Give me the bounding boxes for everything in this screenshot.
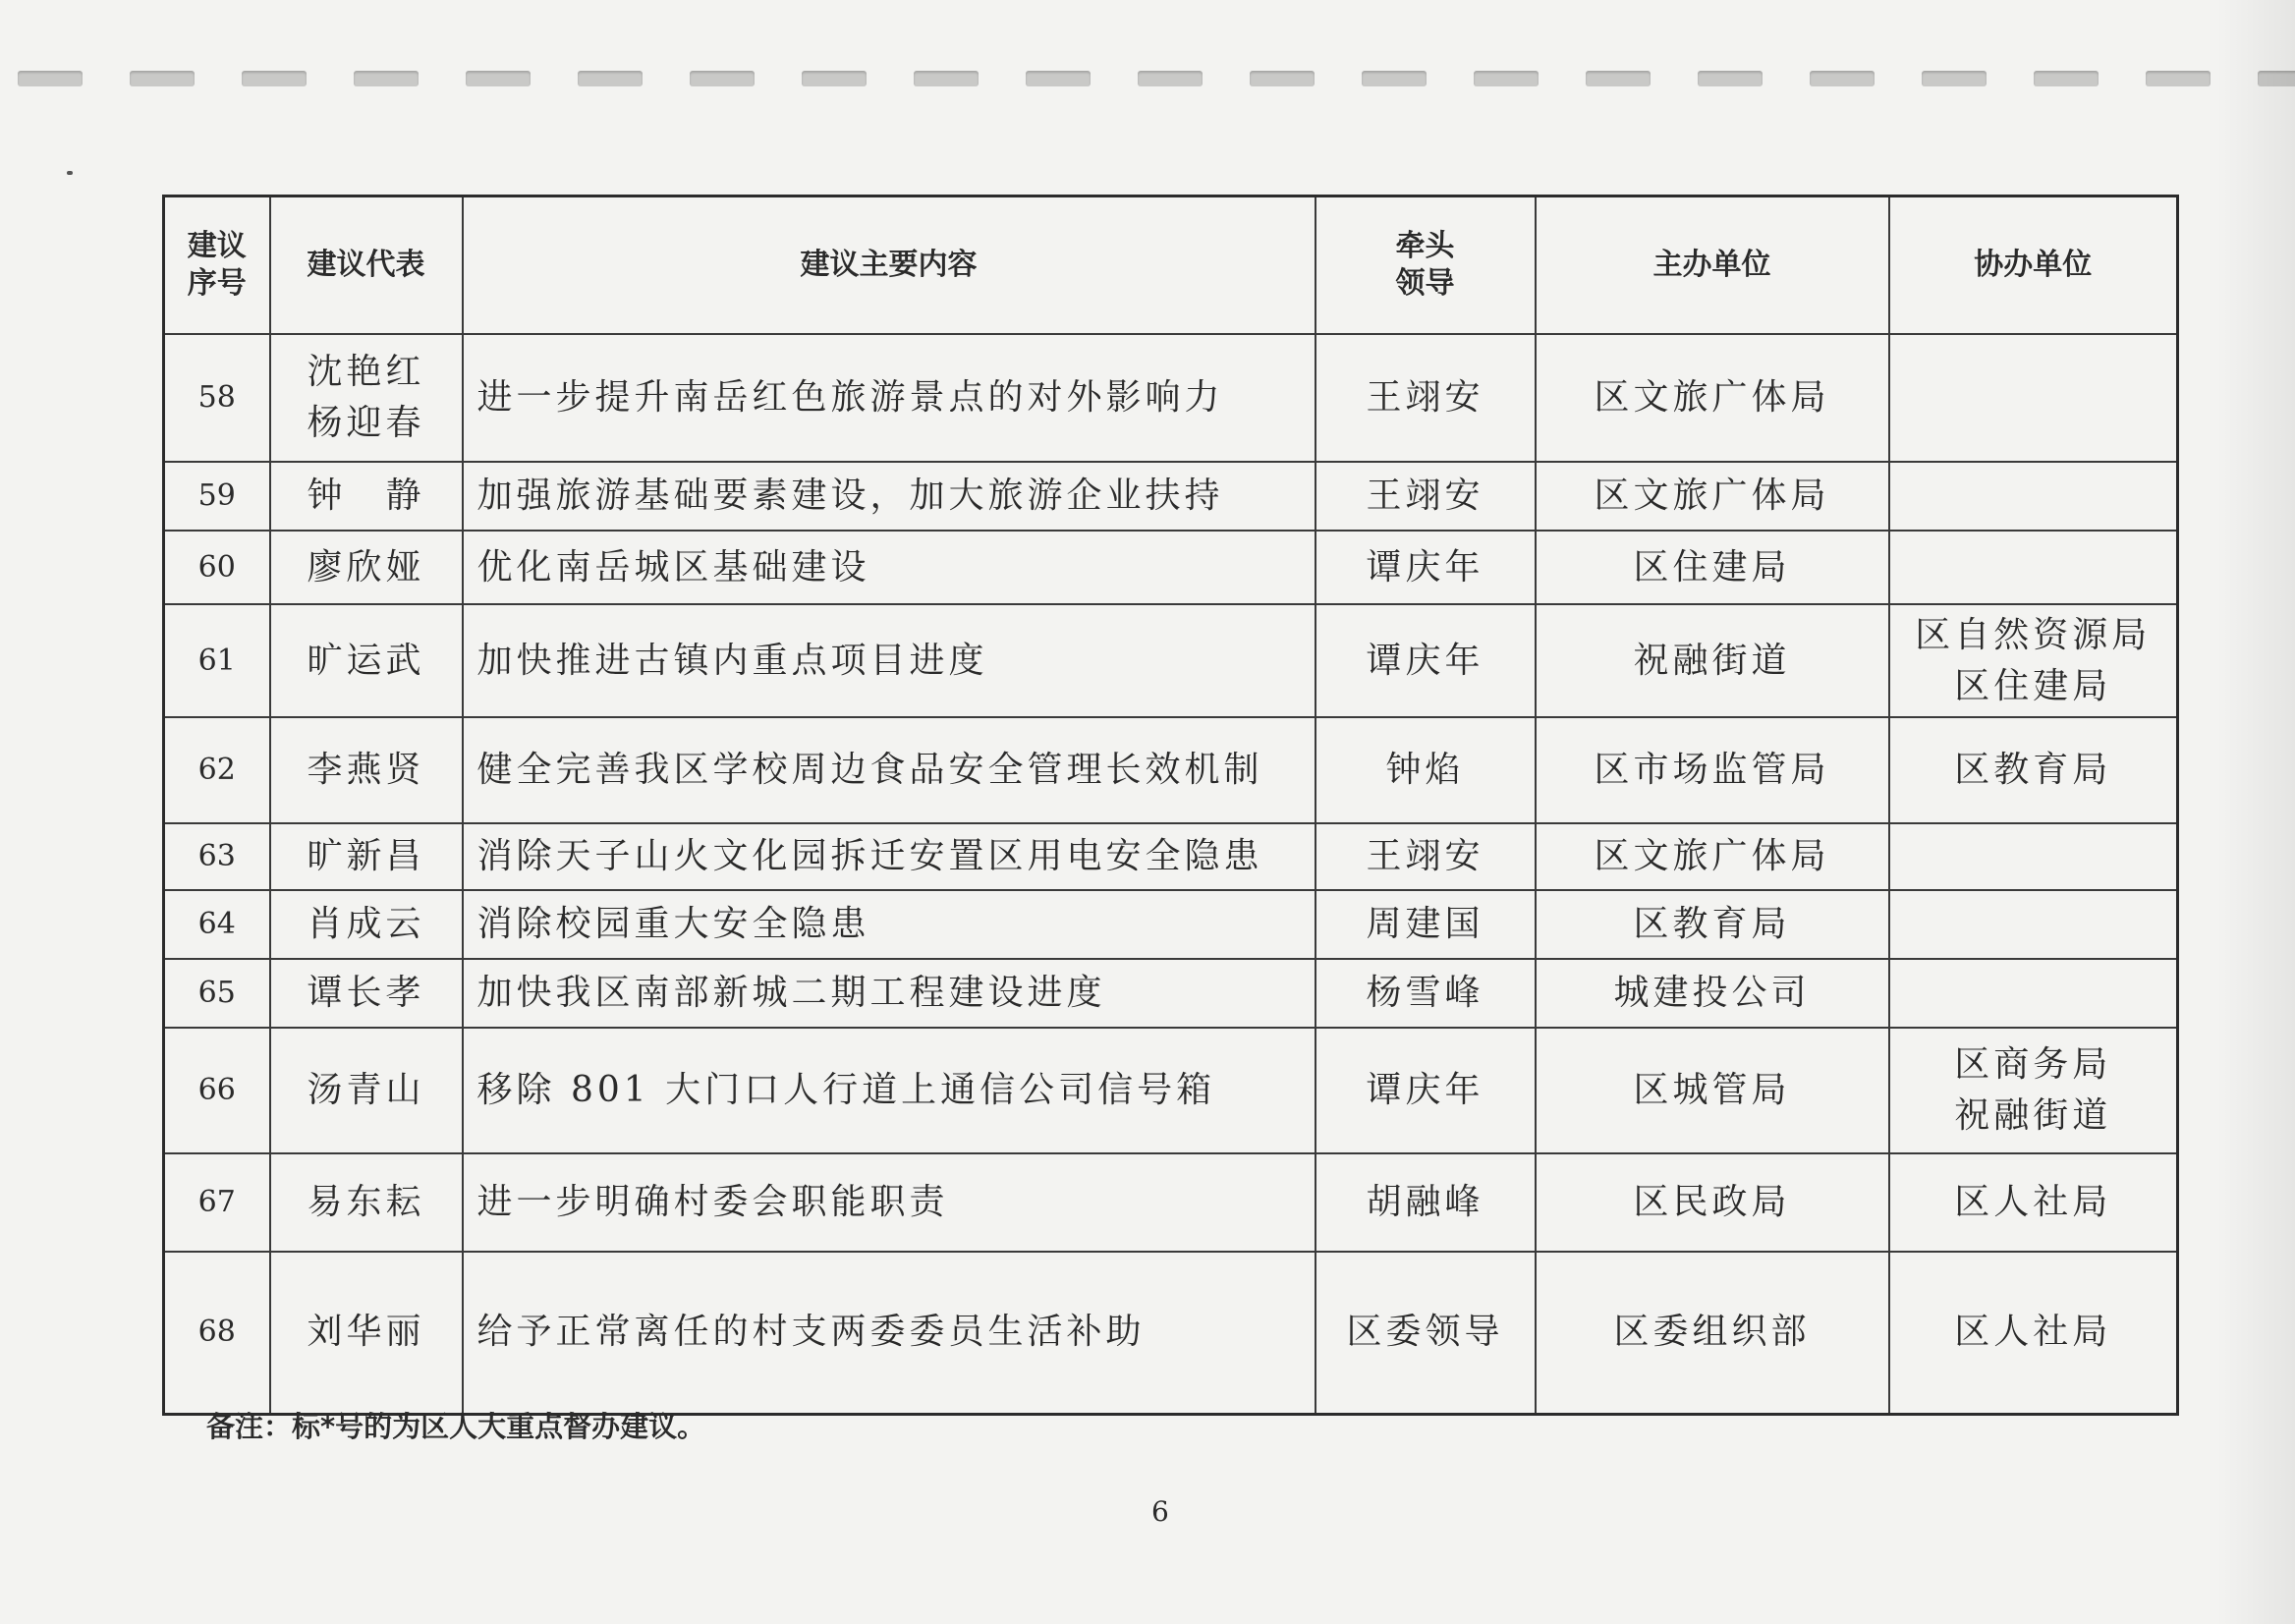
cell-host: 城建投公司 <box>1536 959 1889 1028</box>
cell-leader: 王翊安 <box>1315 462 1536 531</box>
cell-leader: 钟焰 <box>1315 717 1536 823</box>
table-row <box>164 531 2178 604</box>
table-row <box>164 604 2178 717</box>
cell-assist: 区教育局 <box>1889 717 2178 823</box>
cell-no: 58 <box>164 334 270 462</box>
cell-assist <box>1889 959 2178 1028</box>
cell-rep: 钟 静 <box>270 462 463 531</box>
table-row <box>164 462 2178 531</box>
cell-no: 62 <box>164 717 270 823</box>
cell-content: 优化南岳城区基础建设 <box>463 531 1315 604</box>
cell-host: 区住建局 <box>1536 531 1889 604</box>
binding-hole <box>1922 71 1987 86</box>
cell-host: 区委组织部 <box>1536 1252 1889 1414</box>
binding-hole <box>1810 71 1875 86</box>
page-number: 6 <box>1151 1495 1169 1528</box>
cell-content: 给予正常离任的村支两委委员生活补助 <box>463 1252 1315 1414</box>
binding-hole <box>1474 71 1539 86</box>
binding-holes <box>0 61 2295 90</box>
table-row <box>164 334 2178 462</box>
table-row <box>164 823 2178 890</box>
cell-leader: 王翊安 <box>1315 823 1536 890</box>
binding-hole <box>690 71 755 86</box>
binding-hole <box>130 71 195 86</box>
cell-content: 消除天子山火文化园拆迁安置区用电安全隐患 <box>463 823 1315 890</box>
cell-no: 59 <box>164 462 270 531</box>
scan-edge-shadow <box>2216 0 2295 1624</box>
cell-leader: 区委领导 <box>1315 1252 1536 1414</box>
binding-hole <box>1138 71 1203 86</box>
table-row <box>164 717 2178 823</box>
table-row <box>164 1252 2178 1414</box>
cell-assist: 区自然资源局 区住建局 <box>1889 604 2178 717</box>
cell-no: 68 <box>164 1252 270 1414</box>
suggestion-table <box>162 195 2179 1416</box>
cell-assist <box>1889 334 2178 462</box>
header-host: 主办单位 <box>1536 196 1889 335</box>
cell-content: 加快我区南部新城二期工程建设进度 <box>463 959 1315 1028</box>
table-row <box>164 959 2178 1028</box>
cell-rep: 易东耘 <box>270 1153 463 1252</box>
binding-hole <box>2146 71 2211 86</box>
cell-rep: 谭长孝 <box>270 959 463 1028</box>
cell-rep: 汤青山 <box>270 1028 463 1153</box>
binding-hole <box>2034 71 2099 86</box>
cell-leader: 王翊安 <box>1315 334 1536 462</box>
cell-host: 区文旅广体局 <box>1536 334 1889 462</box>
cell-rep: 沈艳红 杨迎春 <box>270 334 463 462</box>
table-header-row <box>164 196 2178 335</box>
cell-host: 区民政局 <box>1536 1153 1889 1252</box>
cell-rep: 肖成云 <box>270 890 463 959</box>
cell-no: 61 <box>164 604 270 717</box>
footnote: 备注：标*号的为区人大重点督办建议。 <box>206 1410 706 1443</box>
cell-leader: 胡融峰 <box>1315 1153 1536 1252</box>
binding-hole <box>354 71 419 86</box>
header-no: 建议 序号 <box>164 196 270 335</box>
cell-assist <box>1889 462 2178 531</box>
cell-content: 加快推进古镇内重点项目进度 <box>463 604 1315 717</box>
scan-speck <box>67 171 73 175</box>
cell-assist <box>1889 890 2178 959</box>
cell-content: 加强旅游基础要素建设，加大旅游企业扶持 <box>463 462 1315 531</box>
cell-assist: 区商务局 祝融街道 <box>1889 1028 2178 1153</box>
binding-hole <box>578 71 643 86</box>
binding-hole <box>1026 71 1091 86</box>
cell-host: 区文旅广体局 <box>1536 823 1889 890</box>
table-row <box>164 890 2178 959</box>
cell-assist <box>1889 531 2178 604</box>
binding-hole <box>18 71 83 86</box>
table-row <box>164 1153 2178 1252</box>
cell-no: 65 <box>164 959 270 1028</box>
cell-no: 67 <box>164 1153 270 1252</box>
cell-leader: 谭庆年 <box>1315 1028 1536 1153</box>
cell-host: 区文旅广体局 <box>1536 462 1889 531</box>
binding-hole <box>802 71 867 86</box>
cell-leader: 谭庆年 <box>1315 604 1536 717</box>
cell-host: 区市场监管局 <box>1536 717 1889 823</box>
cell-host: 区教育局 <box>1536 890 1889 959</box>
cell-content: 健全完善我区学校周边食品安全管理长效机制 <box>463 717 1315 823</box>
cell-no: 60 <box>164 531 270 604</box>
cell-assist: 区人社局 <box>1889 1153 2178 1252</box>
cell-rep: 廖欣娅 <box>270 531 463 604</box>
cell-rep: 刘华丽 <box>270 1252 463 1414</box>
cell-leader: 谭庆年 <box>1315 531 1536 604</box>
cell-no: 64 <box>164 890 270 959</box>
header-rep: 建议代表 <box>270 196 463 335</box>
cell-no: 63 <box>164 823 270 890</box>
cell-assist <box>1889 823 2178 890</box>
binding-hole <box>466 71 531 86</box>
binding-hole <box>1362 71 1427 86</box>
cell-rep: 李燕贤 <box>270 717 463 823</box>
cell-host: 区城管局 <box>1536 1028 1889 1153</box>
cell-leader: 周建国 <box>1315 890 1536 959</box>
header-leader: 牵头 领导 <box>1315 196 1536 335</box>
cell-rep: 旷运武 <box>270 604 463 717</box>
header-assist: 协办单位 <box>1889 196 2178 335</box>
cell-content: 消除校园重大安全隐患 <box>463 890 1315 959</box>
table-body <box>164 334 2178 1414</box>
cell-no: 66 <box>164 1028 270 1153</box>
cell-rep: 旷新昌 <box>270 823 463 890</box>
binding-hole <box>1586 71 1651 86</box>
cell-assist: 区人社局 <box>1889 1252 2178 1414</box>
cell-host: 祝融街道 <box>1536 604 1889 717</box>
table-row <box>164 1028 2178 1153</box>
cell-content: 移除 801 大门口人行道上通信公司信号箱 <box>463 1028 1315 1153</box>
binding-hole <box>914 71 979 86</box>
binding-hole <box>1250 71 1315 86</box>
binding-hole <box>1698 71 1763 86</box>
cell-leader: 杨雪峰 <box>1315 959 1536 1028</box>
cell-content: 进一步提升南岳红色旅游景点的对外影响力 <box>463 334 1315 462</box>
cell-content: 进一步明确村委会职能职责 <box>463 1153 1315 1252</box>
header-content: 建议主要内容 <box>463 196 1315 335</box>
binding-hole <box>242 71 307 86</box>
